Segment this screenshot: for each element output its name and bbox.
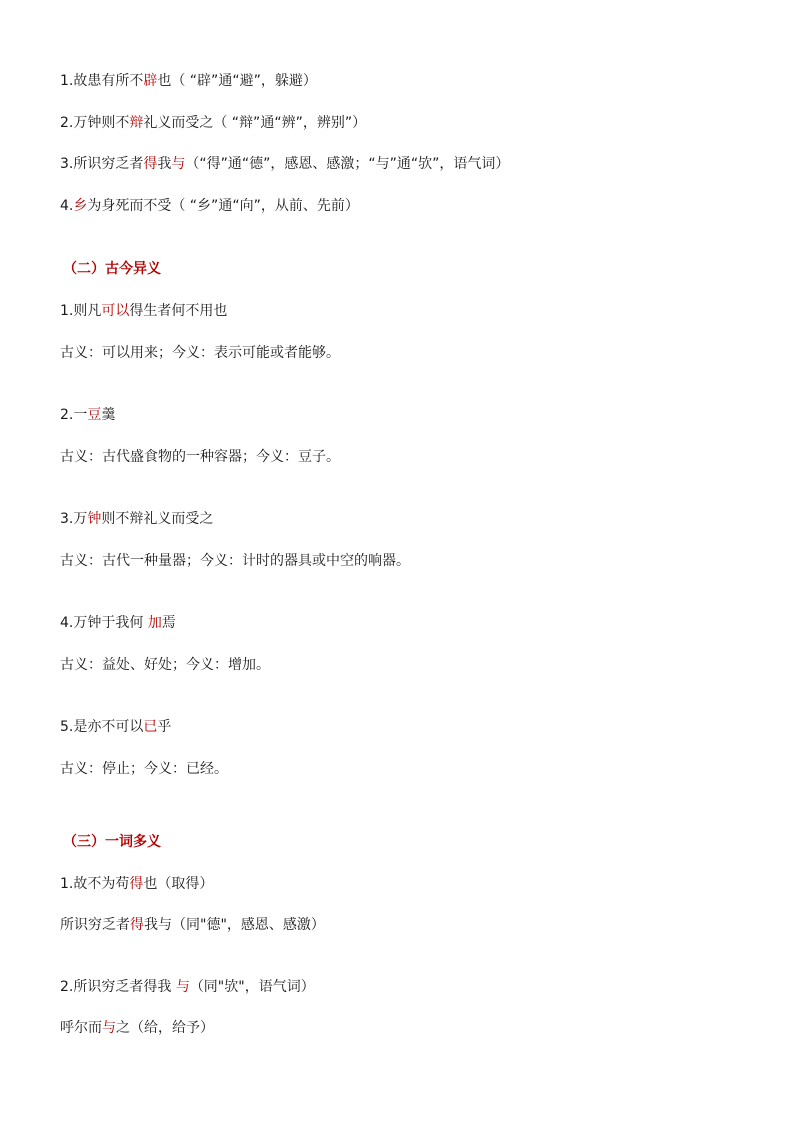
text-segment: 2.一 [60,407,88,423]
text-segment: 所识穷乏者 [60,917,130,933]
text-line [60,343,760,363]
text-line [60,509,760,529]
text-line [60,915,760,935]
text-segment: 也（ “辟”通“避”，躲避） [157,73,317,89]
text-segment: 古义：停止；今义：已经。 [60,761,228,777]
text-segment: 也（取得） [143,876,214,892]
text-segment: 则不辩礼义而受之 [101,511,214,527]
highlighted-word: 豆 [87,407,102,423]
text-line [60,154,760,174]
text-line [60,71,760,91]
text-segment: 2.所识穷乏者得我 [60,979,176,995]
text-line [60,977,760,997]
text-segment: 3.万 [60,511,88,527]
highlighted-word: 得 [129,876,144,892]
highlighted-word: 已 [143,719,158,735]
text-line [60,551,760,571]
text-segment: 得生者何不用也 [129,303,228,319]
text-line [60,717,760,737]
text-line [60,447,760,467]
highlighted-word: 钟 [87,511,102,527]
text-line [60,759,760,779]
text-segment: 我 [157,156,172,172]
section-heading: （三）一词多义 [63,834,161,850]
text-segment: 呼尔而 [60,1020,102,1036]
highlighted-word: 与 [102,1020,116,1036]
highlighted-word: 加 [147,615,162,631]
text-segment: 4.万钟于我何 [60,615,148,631]
text-segment: 1.故不为苟 [60,876,130,892]
highlighted-word: 得 [143,156,158,172]
highlighted-word: 辟 [143,73,158,89]
highlighted-word: 与 [171,156,186,172]
text-segment: 1.则凡 [60,303,102,319]
text-line [60,113,760,133]
text-line [60,655,760,675]
highlighted-word: 与 [175,979,190,995]
text-segment: 为身死而不受（ “乡”通“向”，从前、先前） [87,198,359,214]
text-line [60,405,760,425]
highlighted-word: 乡 [73,198,88,214]
text-line [60,613,760,633]
text-segment: 之（给，给予） [116,1020,214,1036]
highlighted-word: 可以 [101,303,130,319]
text-segment: 古义：可以用来；今义：表示可能或者能够。 [60,345,340,361]
text-line [60,874,760,894]
text-segment: 5.是亦不可以 [60,719,144,735]
text-segment: 4. [60,198,74,214]
text-line [60,301,760,321]
text-segment: 古义：益处、好处；今义：增加。 [60,657,270,673]
text-segment: 乎 [157,719,172,735]
text-segment: 焉 [161,615,176,631]
text-segment: 1.故患有所不 [60,73,144,89]
text-segment: （同"欤"，语气词） [189,979,315,995]
highlighted-word: 得 [130,917,144,933]
text-segment: 古义：古代盛食物的一种容器；今义：豆子。 [60,449,340,465]
text-line [60,196,760,216]
highlighted-word: 辩 [129,115,144,131]
text-segment: 羹 [101,407,116,423]
section-heading: （二）古今异义 [63,261,161,277]
text-segment: 古义：古代一种量器；今义：计时的器具或中空的响器。 [60,553,410,569]
text-segment: （“得”通“德”，感恩、感激；“与”通“欤”，语气词） [185,156,510,172]
text-segment: 2.万钟则不 [60,115,130,131]
text-segment: 我与（同"德"，感恩、感激） [144,917,325,933]
text-segment: 礼义而受之（ “辩”通“辨”，辨别”） [143,115,367,131]
text-line [60,1018,760,1038]
text-segment: 3.所识穷乏者 [60,156,144,172]
